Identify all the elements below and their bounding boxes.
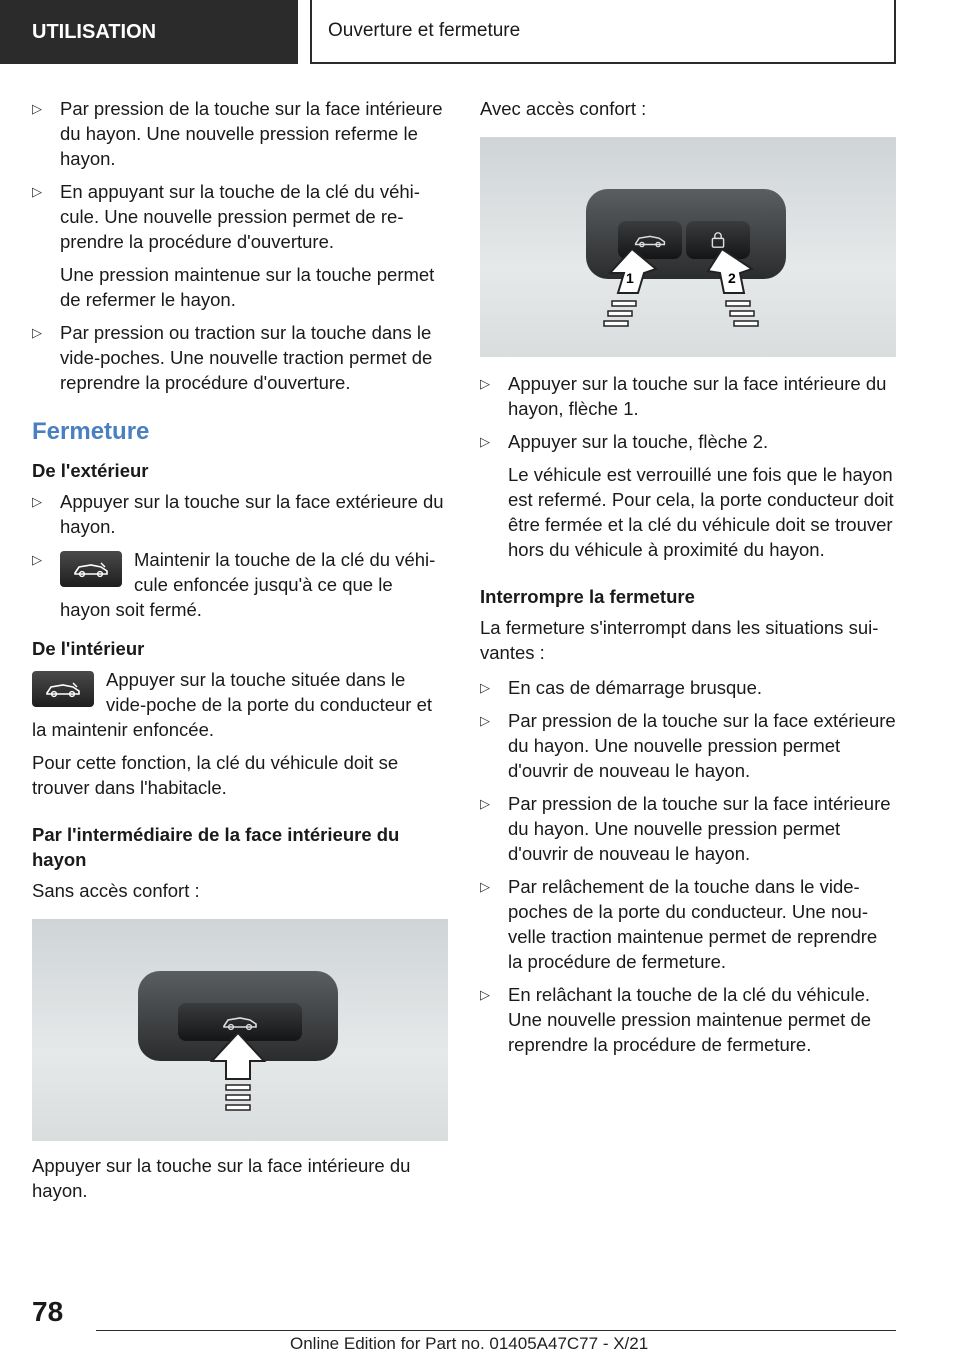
list-item-text: Par relâchement de la touche dans le vide-poches de la porte du conducteur. Une nouvelle traction maintenue permet de reprendre la procédure de fermeture. bbox=[508, 876, 878, 972]
list-item bbox=[480, 429, 896, 454]
page-title-box bbox=[310, 0, 896, 64]
heading-interieur: De l'intérieur bbox=[32, 638, 145, 659]
car-trunk-icon bbox=[60, 551, 122, 587]
list-item-text: Par pression de la touche sur la face extérieure du hayon. Une nouvelle pression permet d'ouvrir de nouveau le hayon. bbox=[508, 710, 896, 781]
list-item bbox=[480, 708, 896, 783]
triangle-bullet-icon: ▷ bbox=[32, 494, 42, 509]
interior-note: Pour cette fonction, la clé du véhicule doit se trouver dans l'habitacle. bbox=[32, 752, 399, 798]
left-column bbox=[32, 96, 448, 1211]
page-title: Ouverture et fermeture bbox=[328, 20, 521, 41]
sans-acces-label: Sans accès confort : bbox=[32, 880, 200, 901]
list-item bbox=[32, 96, 448, 171]
triangle-bullet-icon: ▷ bbox=[480, 713, 490, 728]
list-item-text: Par pression ou traction sur la touche dans le vide-poches. Une nouvelle traction permet de reprendre la procédure d'ouverture. bbox=[60, 322, 433, 393]
list-item bbox=[480, 371, 896, 421]
triangle-bullet-icon: ▷ bbox=[480, 796, 490, 811]
avec-acces-label: Avec accès confort : bbox=[480, 98, 647, 119]
page-number: 78 bbox=[32, 1296, 64, 1327]
interior-paragraph bbox=[32, 667, 448, 742]
tailgate-button-photo bbox=[32, 919, 448, 1141]
triangle-bullet-icon: ▷ bbox=[480, 376, 490, 391]
list-item bbox=[32, 179, 448, 254]
triangle-bullet-icon: ▷ bbox=[32, 325, 42, 340]
list-item bbox=[32, 547, 448, 622]
triangle-bullet-icon: ▷ bbox=[480, 434, 490, 449]
arrow-2-icon bbox=[704, 247, 764, 337]
interior-text: Appuyer sur la touche située dans le vide-poche de la porte du conducteur et la maintenir enfoncée. bbox=[32, 669, 433, 740]
list-item-text: Appuyer sur la touche sur la face extérieure du hayon. bbox=[60, 491, 444, 537]
press-arrow-icon bbox=[208, 1031, 268, 1121]
list-item-sub: Le véhicule est verrouillé une fois que le hayon est refermé. Pour cela, la porte conducteur doit être fermée et la clé du véhicule doit se trouver hors du véhicule à proximité du hayon. bbox=[508, 464, 894, 560]
arrow-1-label: 1 bbox=[626, 270, 634, 286]
list-item bbox=[480, 675, 896, 700]
list-item-text: Appuyer sur la touche, flèche 2. bbox=[508, 431, 769, 452]
list-item-text: Par pression de la touche sur la face intérieure du hayon. Une nouvelle pression referme le hayon. bbox=[60, 98, 443, 169]
triangle-bullet-icon: ▷ bbox=[480, 879, 490, 894]
list-item-text: Appuyer sur la touche sur la face intérieure du hayon, flèche 1. bbox=[508, 373, 887, 419]
list-item bbox=[32, 320, 448, 395]
list-item bbox=[480, 874, 896, 974]
list-item-text: En relâchant la touche de la clé du véhicule. Une nouvelle pression maintenue permet de reprendre la procédure de fermeture. bbox=[508, 984, 872, 1055]
triangle-bullet-icon: ▷ bbox=[32, 552, 42, 567]
right-column bbox=[480, 96, 896, 1065]
list-item bbox=[480, 982, 896, 1057]
heading-interrompre: Interrompre la fermeture bbox=[480, 586, 695, 607]
triangle-bullet-icon: ▷ bbox=[32, 101, 42, 116]
edition-text: Online Edition for Part no. 01405A47C77 - X/21 bbox=[290, 1334, 649, 1353]
footer-divider bbox=[96, 1330, 896, 1331]
car-trunk-icon bbox=[220, 1012, 260, 1032]
arrow-1-icon bbox=[598, 247, 658, 337]
list-item bbox=[480, 791, 896, 866]
arrow-2-label: 2 bbox=[728, 270, 736, 286]
comfort-access-photo bbox=[480, 137, 896, 357]
triangle-bullet-icon: ▷ bbox=[32, 184, 42, 199]
list-item-text: En appuyant sur la touche de la clé du véhicule. Une nouvelle pression permet de reprendre la procédure d'ouverture. bbox=[60, 181, 420, 252]
heading-face-interieure: Par l'intermédiaire de la face intérieure du hayon bbox=[32, 824, 400, 870]
heading-exterieur: De l'extérieur bbox=[32, 460, 149, 481]
list-item-text: En cas de démarrage brusque. bbox=[508, 677, 763, 698]
interrompre-text: La fermeture s'interrompt dans les situations suivantes : bbox=[480, 617, 879, 663]
section-label: UTILISATION bbox=[32, 20, 157, 43]
section-tab bbox=[0, 0, 298, 64]
list-item-text: Par pression de la touche sur la face intérieure du hayon. Une nouvelle pression permet d'ouvrir de nouveau le hayon. bbox=[508, 793, 891, 864]
triangle-bullet-icon: ▷ bbox=[480, 680, 490, 695]
list-item-text: Maintenir la touche de la clé du véhicule enfoncée jusqu'à ce que le hayon soit fermé. bbox=[60, 549, 436, 620]
heading-fermeture: Fermeture bbox=[32, 418, 150, 445]
car-trunk-icon bbox=[32, 671, 94, 707]
list-item bbox=[32, 489, 448, 539]
photo-caption: Appuyer sur la touche sur la face intérieure du hayon. bbox=[32, 1155, 411, 1201]
list-item-sub: Une pression maintenue sur la touche permet de refermer le hayon. bbox=[60, 264, 435, 310]
triangle-bullet-icon: ▷ bbox=[480, 987, 490, 1002]
